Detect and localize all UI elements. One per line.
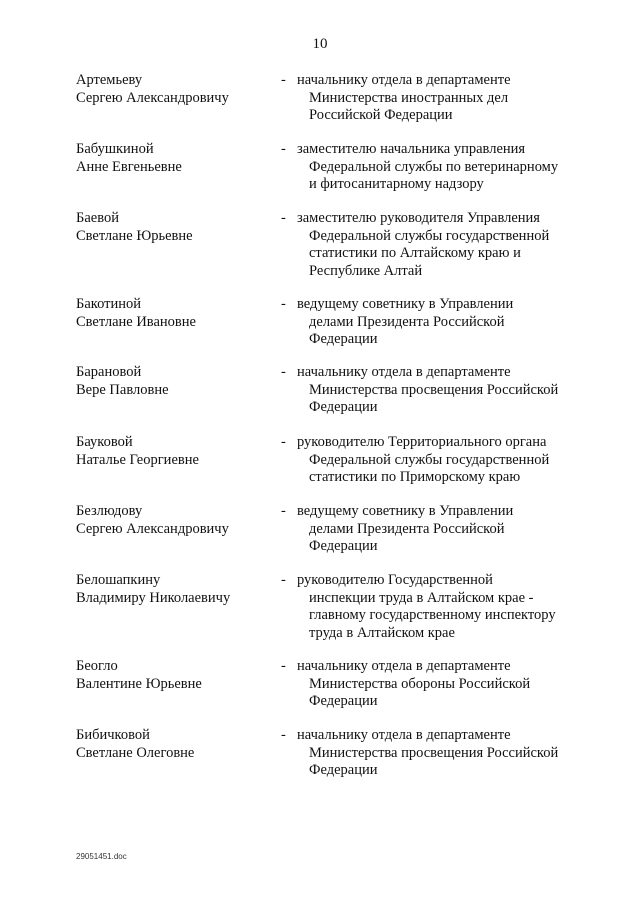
description-line: Республике Алтай — [309, 262, 423, 279]
position-description — [297, 658, 567, 711]
description-line: Министерства просвещения Российской — [309, 381, 559, 398]
description-line: делами Президента Российской — [309, 313, 505, 330]
description-line: Министерства обороны Российской — [309, 675, 531, 692]
position-description — [297, 572, 567, 642]
recipient-surname: Артемьеву — [76, 72, 143, 88]
description-line: Федерации — [309, 693, 378, 709]
description-line: главному государственному инспектору — [309, 607, 556, 623]
separator-dash: - — [281, 296, 286, 312]
description-line: Федерации — [309, 538, 378, 554]
recipient-name — [76, 72, 281, 125]
position-description — [297, 296, 567, 349]
separator-dash: - — [281, 364, 286, 380]
position-description — [297, 364, 567, 417]
recipient-name — [76, 503, 281, 556]
description-line: Федеральной службы государственной — [309, 451, 550, 468]
position-description — [297, 141, 567, 194]
separator-dash: - — [281, 572, 286, 588]
description-line: ведущему советнику в Управлении — [297, 503, 514, 519]
list-item — [76, 296, 567, 349]
page-number: 10 — [312, 36, 328, 52]
list-item — [76, 364, 567, 417]
position-description — [297, 72, 567, 125]
list-item — [76, 210, 567, 280]
recipient-given-names: Наталье Георгиевне — [76, 451, 199, 468]
separator-dash: - — [281, 658, 286, 674]
description-line: руководителю Территориального органа — [297, 434, 547, 450]
description-line: инспекции труда в Алтайском крае - — [309, 589, 534, 606]
description-line: Российской Федерации — [309, 107, 453, 123]
description-line: начальнику отдела в департаменте — [297, 727, 511, 743]
description-line: Федеральной службы государственной — [309, 227, 550, 244]
description-line: начальнику отдела в департаменте — [297, 658, 511, 674]
position-description — [297, 210, 567, 280]
description-line: Федерации — [309, 762, 378, 778]
list-item — [76, 503, 567, 556]
description-line: и фитосанитарному надзору — [309, 176, 484, 192]
list-item — [76, 141, 567, 194]
list-item — [76, 572, 567, 642]
recipient-surname: Барановой — [76, 364, 142, 380]
description-line: ведущему советнику в Управлении — [297, 296, 514, 312]
recipient-name — [76, 658, 281, 711]
description-line: Министерства иностранных дел — [309, 89, 509, 106]
recipient-surname: Белошапкину — [76, 572, 161, 588]
description-line: руководителю Государственной — [297, 572, 493, 588]
recipient-surname: Бауковой — [76, 434, 133, 450]
separator-dash: - — [281, 141, 286, 157]
recipient-given-names: Владимиру Николаевичу — [76, 589, 231, 606]
recipient-given-names: Анне Евгеньевне — [76, 158, 182, 175]
position-description — [297, 434, 567, 487]
recipient-given-names: Светлане Олеговне — [76, 744, 195, 761]
separator-dash: - — [281, 72, 286, 88]
footer-filename: 29051451.doc — [76, 852, 127, 861]
description-line: начальнику отдела в департаменте — [297, 72, 511, 88]
recipient-surname: Безлюдову — [76, 503, 143, 519]
recipient-surname: Бибичковой — [76, 727, 150, 743]
recipient-name — [76, 210, 281, 280]
description-line: делами Президента Российской — [309, 520, 505, 537]
recipient-name — [76, 434, 281, 487]
recipient-surname: Баевой — [76, 210, 119, 226]
recipient-surname: Беогло — [76, 658, 118, 674]
recipient-name — [76, 727, 281, 780]
description-line: Федерации — [309, 331, 378, 347]
list-item — [76, 727, 567, 780]
recipient-name — [76, 141, 281, 194]
recipient-given-names: Валентине Юрьевне — [76, 675, 202, 692]
recipient-given-names: Светлане Ивановне — [76, 313, 196, 330]
separator-dash: - — [281, 727, 286, 743]
recipient-name — [76, 296, 281, 349]
description-line: труда в Алтайском крае — [309, 624, 455, 641]
recipient-given-names: Сергею Александровичу — [76, 89, 229, 106]
description-line: статистики по Приморскому краю — [309, 469, 521, 485]
list-item — [76, 658, 567, 711]
recipient-name — [76, 572, 281, 642]
description-line: Министерства просвещения Российской — [309, 744, 559, 761]
list-item — [76, 72, 567, 125]
description-line: заместителю руководителя Управления — [297, 210, 540, 226]
list-item — [76, 434, 567, 487]
recipient-surname: Бабушкиной — [76, 141, 154, 157]
description-line: заместителю начальника управления — [297, 141, 526, 157]
separator-dash: - — [281, 210, 286, 226]
description-line: статистики по Алтайскому краю и — [309, 245, 521, 261]
description-line: начальнику отдела в департаменте — [297, 364, 511, 380]
recipient-given-names: Сергею Александровичу — [76, 520, 229, 537]
recipient-given-names: Светлане Юрьевне — [76, 227, 193, 244]
description-line: Федерации — [309, 399, 378, 415]
recipient-given-names: Вере Павловне — [76, 381, 169, 398]
position-description — [297, 727, 567, 780]
separator-dash: - — [281, 503, 286, 519]
separator-dash: - — [281, 434, 286, 450]
recipient-surname: Бакотиной — [76, 296, 141, 312]
description-line: Федеральной службы по ветеринарному — [309, 158, 559, 175]
recipient-name — [76, 364, 281, 417]
position-description — [297, 503, 567, 556]
